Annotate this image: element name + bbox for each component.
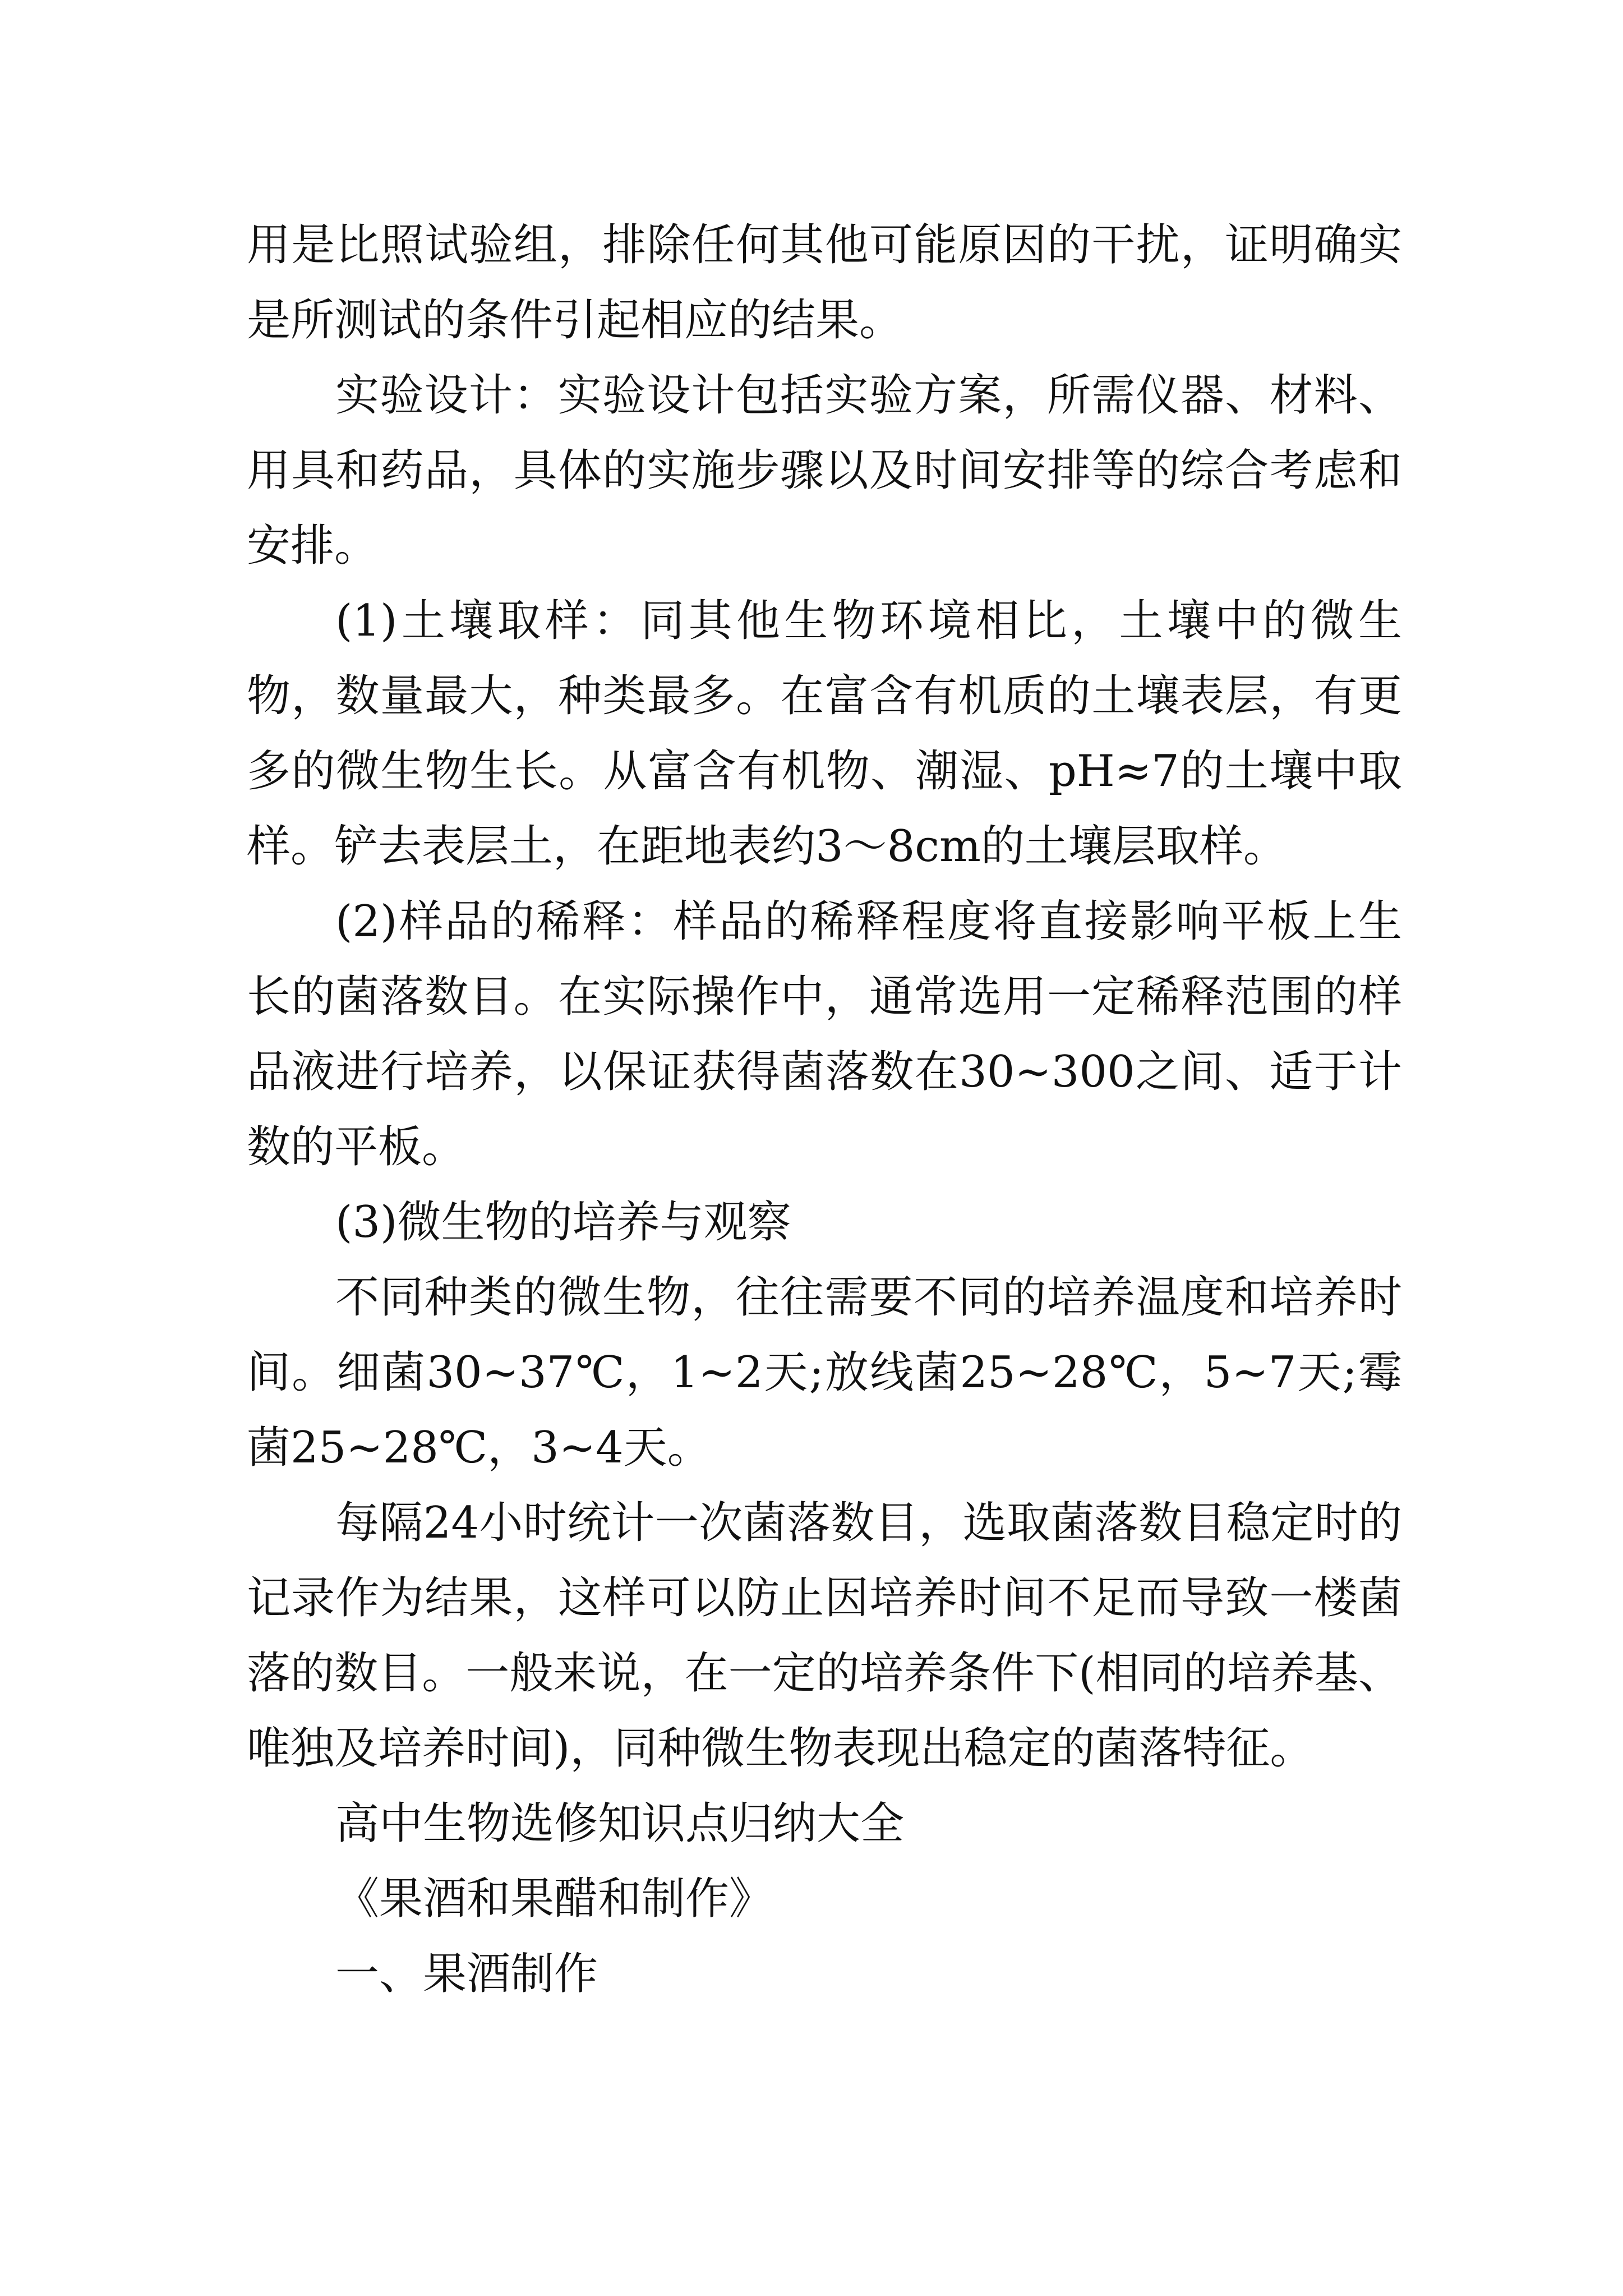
subsection-heading: 一、果酒制作: [335, 1949, 598, 1999]
paragraph-colony-counting: 每隔24小时统计一次菌落数目，选取菌落数目稳定时的记录作为结果，这样可以防止因培养时间不足而导致一楼菌落的数目。一般来说，在一定的培养条件下(相同的培养基、唯独及培养时间)，同种微生物表现出稳定的菌落特征。: [247, 1498, 1402, 1774]
paragraph-culture-conditions: 不同种类的微生物，往往需要不同的培养温度和培养时间。细菌30~37℃，1~2天;放线菌25~28℃，5~7天;霉菌25~28℃，3~4天。: [247, 1272, 1402, 1473]
document-body: [247, 208, 1402, 2012]
paragraph-sample-dilution: (2)样品的稀释：样品的稀释程度将直接影响平板上生长的菌落数目。在实际操作中，通常选用一定稀释范围的样品液进行培养，以保证获得菌落数在30~300之间、适于计数的平板。: [247, 896, 1402, 1172]
chapter-title: 《果酒和果醋和制作》: [335, 1874, 773, 1924]
paragraph-experiment-design: 实验设计：实验设计包括实验方案，所需仪器、材料、用具和药品，具体的实施步骤以及时间安排等的综合考虑和安排。: [247, 370, 1402, 571]
paragraph-control-group: 用是比照试验组，排除任何其他可能原因的干扰，证明确实是所测试的条件引起相应的结果。: [247, 220, 1402, 346]
section-title: 高中生物选修知识点归纳大全: [335, 1798, 905, 1849]
paragraph-soil-sampling: (1)土壤取样：同其他生物环境相比，土壤中的微生物，数量最大，种类最多。在富含有机质的土壤表层，有更多的微生物生长。从富含有机物、潮湿、pH≈7的土壤中取样。铲去表层土，在距地表约3～8cm的土壤层取样。: [247, 596, 1402, 872]
paragraph-culture-observation-heading: (3)微生物的培养与观察: [335, 1197, 791, 1248]
